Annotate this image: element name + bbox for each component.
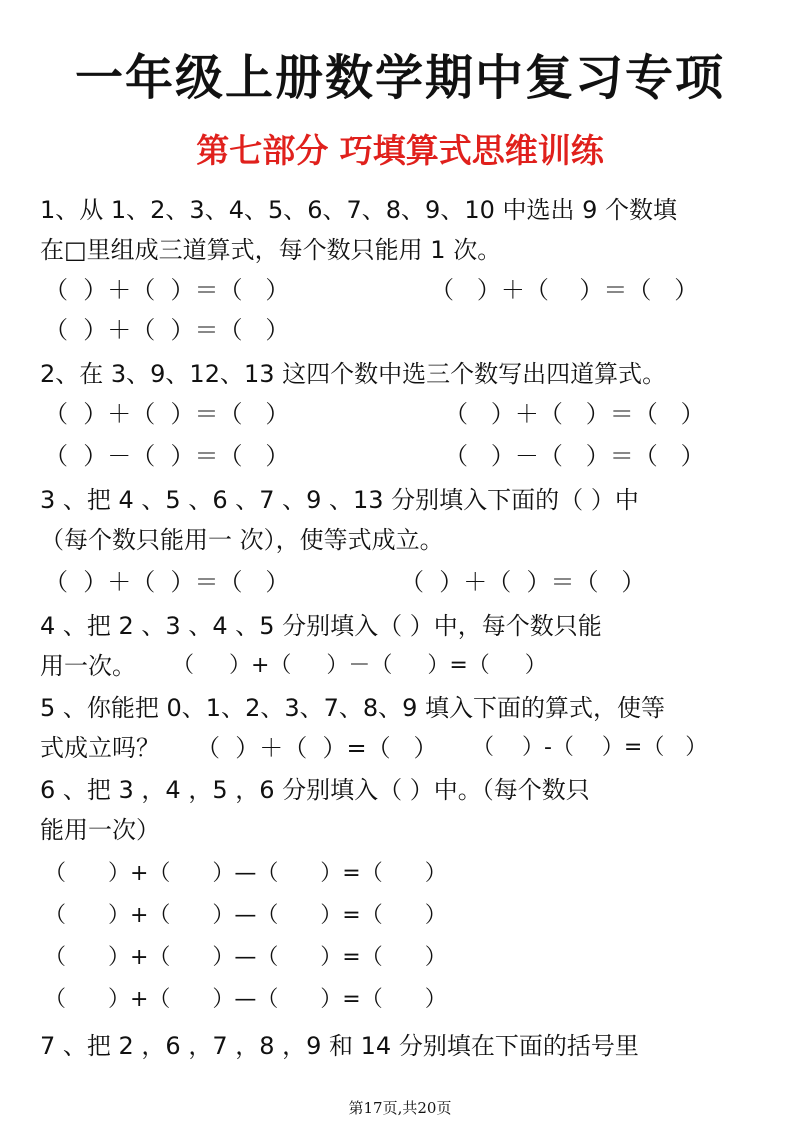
- q6-equation-row-4: （ ）+（ ）—（ ）=（ ）: [44, 987, 447, 1012]
- q3-line2: （每个数只能用一 次），使等式成立。: [40, 526, 444, 554]
- section-subtitle: 第七部分 巧填算式思维训练: [196, 131, 604, 170]
- q6-equation-row-2: （ ）+（ ）—（ ）=（ ）: [44, 903, 447, 928]
- q5-line1: 5 、你能把 0、1、2、3、7、8、9 填入下面的算式，使等: [40, 694, 666, 722]
- q3-equation-b: （ ）＋（ ）＝（ ）: [400, 568, 646, 596]
- q6-equation-row-3: （ ）+（ ）—（ ）=（ ）: [44, 945, 447, 970]
- q5-line2: 式成立吗？: [40, 734, 160, 762]
- q4-line1: 4 、把 2 、3 、4 、5 分别填入（ ）中，每个数只能: [40, 612, 602, 640]
- q1-equation-c: （ ）＋（ ）＝（ ）: [44, 316, 290, 344]
- q4-line2: 用一次。: [40, 652, 136, 680]
- q1-equation-a: （ ）＋（ ）＝（ ）: [44, 276, 290, 304]
- q2-equation-d: （ ）－（ ）＝（ ）: [444, 442, 705, 470]
- q2-equation-a: （ ）＋（ ）＝（ ）: [44, 400, 290, 428]
- q2-equation-c: （ ）－（ ）＝（ ）: [44, 442, 290, 470]
- q3-line1: 3 、把 4 、5 、6 、7 、9 、13 分别填入下面的（ ）中: [40, 486, 639, 514]
- q2-equation-b: （ ）＋（ ）＝（ ）: [444, 400, 705, 428]
- q3-equation-a: （ ）＋（ ）＝（ ）: [44, 568, 290, 596]
- q2-line1: 2、在 3、9、12、13 这四个数中选三个数写出四道算式。: [40, 360, 667, 388]
- q6-line1: 6 、把 3 ，4 ，5 ，6 分别填入（ ）中。（每个数只: [40, 776, 590, 804]
- q1-line2: 在□里组成三道算式，每个数只能用 1 次。: [40, 236, 502, 264]
- page-footer: 第17页,共20页: [348, 1099, 452, 1117]
- q6-line2: 能用一次）: [40, 816, 160, 844]
- q1-equation-b: （ ）＋（ ）＝（ ）: [430, 276, 699, 304]
- page-title: 一年级上册数学期中复习专项: [74, 50, 725, 106]
- q6-equation-row-1: （ ）+（ ）—（ ）=（ ）: [44, 861, 447, 886]
- q5-equation-b: （ ）-（ ）=（ ）: [472, 735, 708, 760]
- q1-line1: 1、从 1、2、3、4、5、6、7、8、9、10 中选出 9 个数填: [40, 196, 678, 224]
- q5-equation-a: （ ）＋（ ）=（ ）: [196, 734, 438, 762]
- q7-line1: 7 、把 2 ，6 ，7 ，8 ，9 和 14 分别填在下面的括号里: [40, 1032, 639, 1060]
- q4-equation-a: （ ）+（ ）－（ ）=（ ）: [172, 653, 547, 678]
